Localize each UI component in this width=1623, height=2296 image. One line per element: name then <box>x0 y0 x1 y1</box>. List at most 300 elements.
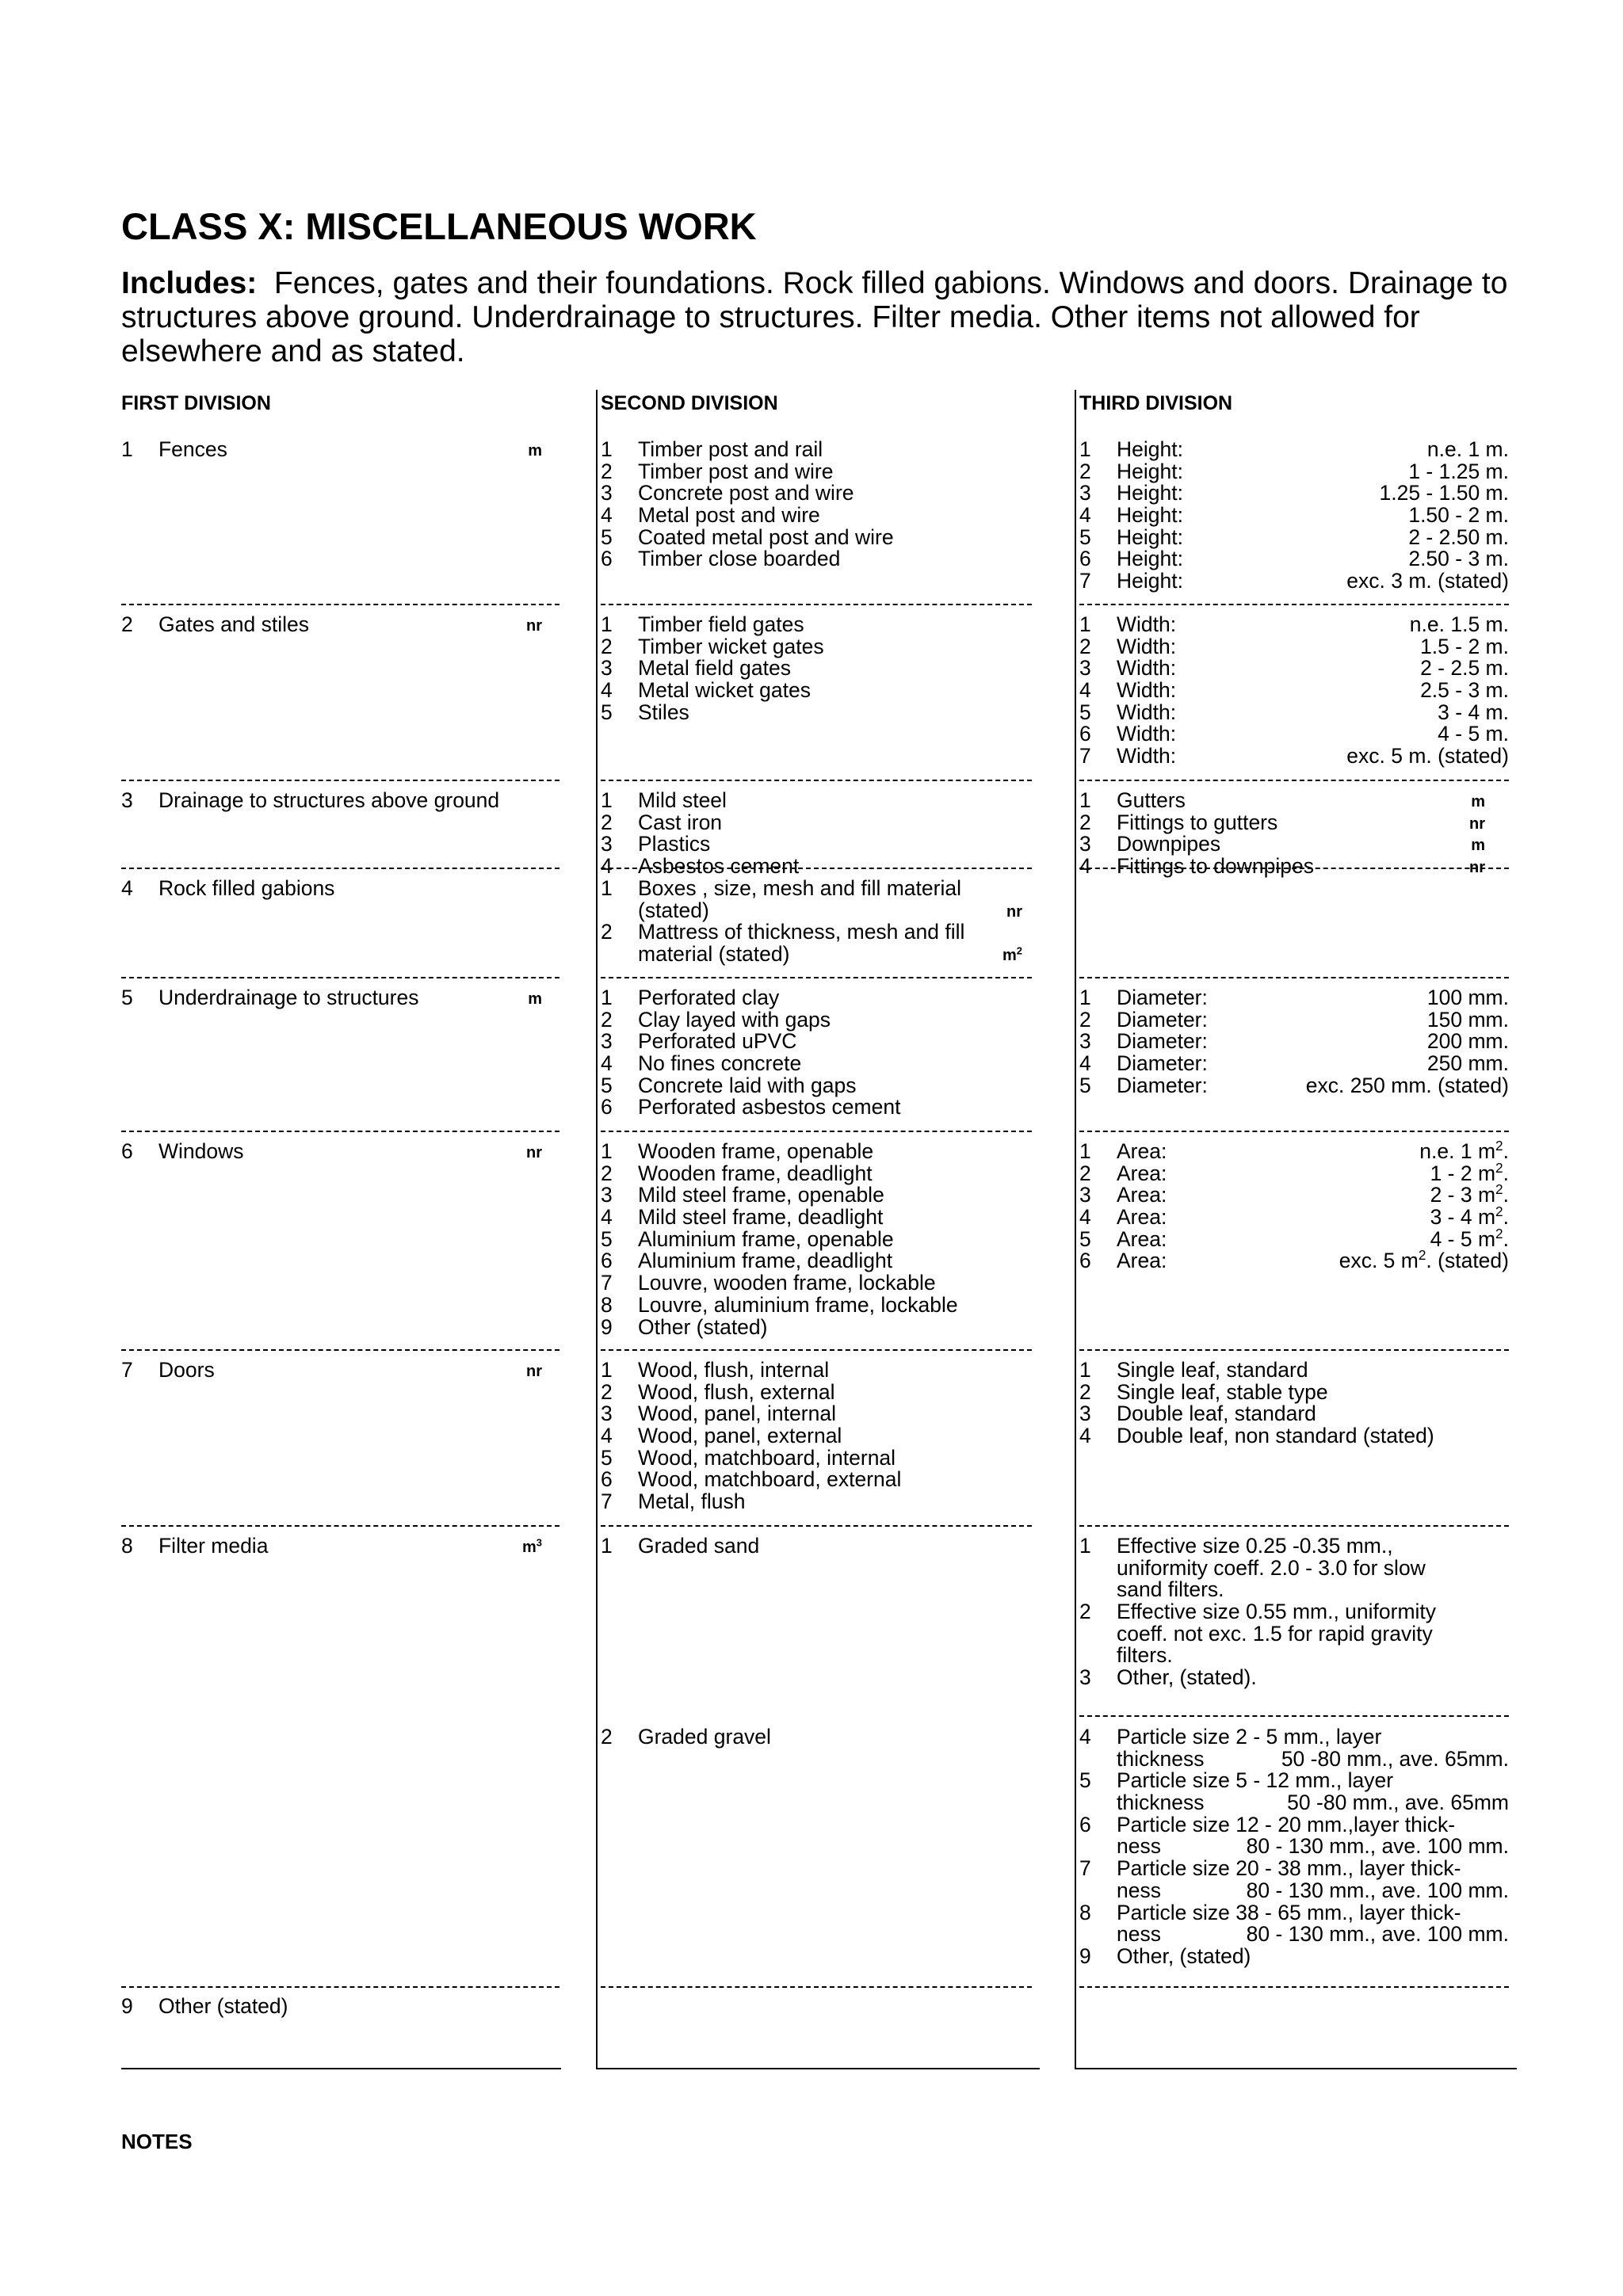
item-range: 50 -80 mm., ave. 65mm. <box>1281 1746 1509 1771</box>
item-range: 80 - 130 mm., ave. 100 mm. <box>1246 1834 1509 1859</box>
item-number: 2 <box>601 1725 613 1749</box>
includes-text: Fences, gates and their foundations. Rock filled gabions. Windows and doors. Drainage to structures above ground. Underdrainage to structures. Filter media. Other items not allowed for elsewhere and as stated. <box>121 266 1508 368</box>
item-number: 5 <box>1079 1768 1091 1793</box>
list-row <box>1079 856 1517 878</box>
item-text: (stated) <box>638 898 709 922</box>
list-row <box>601 1491 1040 1513</box>
first-division-item: Filter media <box>158 1534 269 1558</box>
item-text: Wood, panel, external <box>638 1424 842 1448</box>
item-text: Concrete laid with gaps <box>638 1073 857 1097</box>
list-row <box>1079 1181 1517 1207</box>
item-text: Height: <box>1117 459 1183 483</box>
list-row <box>601 1031 1040 1053</box>
item-number: 7 <box>121 1358 133 1382</box>
item-text: material (stated) <box>638 942 790 967</box>
list-row <box>601 461 1040 483</box>
list-row <box>1079 524 1517 549</box>
list-row <box>601 1535 1040 1558</box>
list-row <box>1079 505 1517 527</box>
section-block <box>598 614 1040 723</box>
list-row <box>601 1184 1040 1207</box>
item-number: 4 <box>601 1205 613 1230</box>
item-text: Wooden frame, deadlight <box>638 1161 873 1185</box>
item-range: 2 - 3 $m^2$. <box>1430 1181 1509 1207</box>
section-block <box>598 878 1040 966</box>
list-row <box>601 900 1040 922</box>
item-range: exc. 5 $m^2$. (stated) <box>1338 1247 1509 1273</box>
item-text: Fittings to gutters <box>1117 810 1278 834</box>
list-row <box>1079 1379 1517 1404</box>
section-block <box>121 1360 559 1382</box>
list-row <box>601 1726 1040 1749</box>
list-row <box>1079 1601 1517 1623</box>
item-number: 2 <box>601 634 613 658</box>
section-block <box>121 614 559 636</box>
list-row <box>601 1292 1040 1317</box>
list-row <box>601 944 1040 966</box>
item-number: 1 <box>1079 986 1091 1009</box>
list-row <box>601 921 1040 944</box>
list-row <box>1079 1880 1517 1902</box>
item-number: 3 <box>601 481 613 505</box>
item-number: 5 <box>1079 700 1091 724</box>
list-row <box>601 658 1040 680</box>
list-row <box>1079 1053 1517 1075</box>
item-number: 9 <box>121 1994 133 2018</box>
dashed-separator <box>601 868 1032 869</box>
list-row <box>1079 702 1517 724</box>
item-number: 1 <box>601 437 613 461</box>
list-row <box>1079 1746 1517 1771</box>
includes-paragraph <box>121 266 1516 368</box>
item-number: 4 <box>601 503 613 528</box>
item-text: Width: <box>1117 612 1177 636</box>
section-block <box>121 439 559 461</box>
table-bottom-rule <box>121 2068 561 2069</box>
list-row <box>121 1360 559 1382</box>
list-row <box>601 1447 1040 1470</box>
item-number: 3 <box>601 1402 613 1426</box>
item-range: 1.50 - 2 m. <box>1408 503 1509 528</box>
list-row <box>601 505 1040 527</box>
section-block <box>598 1360 1040 1513</box>
section-block <box>598 987 1040 1119</box>
item-range: 80 - 130 mm., ave. 100 mm. <box>1246 1922 1509 1947</box>
item-number: 4 <box>1079 1205 1091 1230</box>
list-row <box>121 1996 559 2018</box>
item-range: 1 - 1.25 m. <box>1408 459 1509 483</box>
item-text: Louvre, wooden frame, lockable <box>638 1271 936 1295</box>
list-row <box>601 524 1040 549</box>
list-row <box>121 1141 559 1163</box>
list-row <box>1079 1667 1517 1689</box>
item-text: Single leaf, stable type <box>1117 1379 1328 1404</box>
item-text: Concrete post and wire <box>638 481 854 505</box>
item-range: 200 mm. <box>1426 1029 1509 1054</box>
list-row <box>1079 1814 1517 1836</box>
first-division-item: Rock filled gabions <box>158 876 335 900</box>
list-row <box>601 1403 1040 1425</box>
unit-label: m <box>528 442 542 460</box>
item-number: 3 <box>121 788 133 812</box>
unit-label: nr <box>1469 814 1485 833</box>
item-number: 1 <box>601 1534 613 1558</box>
item-text: Area: <box>1117 1183 1167 1207</box>
item-text: Timber post and wire <box>638 459 834 483</box>
item-text: Timber field gates <box>638 612 804 636</box>
list-row <box>1079 812 1517 834</box>
list-row <box>601 1379 1040 1404</box>
item-number: 2 <box>1079 1379 1091 1404</box>
item-range: 3 - 4 $m^2$. <box>1430 1203 1509 1230</box>
item-text: Particle size 5 - 12 mm., layer <box>1117 1768 1394 1793</box>
list-row <box>121 614 559 636</box>
item-number: 3 <box>1079 1183 1091 1207</box>
section-block <box>598 1535 1040 1558</box>
second-division-column <box>596 390 1040 2069</box>
item-number: 6 <box>601 547 613 571</box>
item-number: 2 <box>1079 1600 1091 1624</box>
item-text: Area: <box>1117 1205 1167 1230</box>
item-number: 1 <box>601 1139 613 1163</box>
item-text: Metal, flush <box>638 1489 746 1514</box>
first-division-item: Drainage to structures above ground <box>158 788 500 812</box>
list-row <box>121 439 559 461</box>
item-number: 6 <box>1079 547 1091 571</box>
first-division-header: FIRST DIVISION <box>121 392 271 414</box>
section-block <box>1076 614 1517 768</box>
list-row <box>1079 482 1517 505</box>
item-range: 4 - 5 m. <box>1438 722 1509 746</box>
item-text: ness <box>1117 1878 1161 1902</box>
unit-label: nr <box>526 1144 542 1161</box>
item-text: Wood, matchboard, internal <box>638 1445 896 1470</box>
list-row <box>601 1075 1040 1097</box>
item-number: 2 <box>601 810 613 834</box>
item-number: 9 <box>601 1314 613 1339</box>
item-number: 6 <box>601 1249 613 1273</box>
item-text: No fines concrete <box>638 1051 802 1076</box>
item-text: Perforated asbestos cement <box>638 1095 901 1119</box>
list-row <box>601 636 1040 658</box>
list-row <box>1079 1770 1517 1792</box>
table-bottom-rule <box>1075 2068 1517 2069</box>
item-number: 4 <box>1079 1051 1091 1076</box>
section-block <box>121 878 559 900</box>
item-number: 7 <box>1079 744 1091 769</box>
dashed-separator <box>601 1349 1032 1351</box>
item-range: exc. 3 m. (stated) <box>1346 569 1509 593</box>
list-row <box>1079 439 1517 461</box>
item-text: Fittings to downpipes <box>1117 854 1314 879</box>
list-row <box>601 987 1040 1009</box>
list-row <box>601 1141 1040 1163</box>
item-number: 6 <box>601 1095 613 1119</box>
unit-label: m <box>1471 837 1485 855</box>
item-number: 1 <box>601 876 613 900</box>
item-range: n.e. 1.5 m. <box>1409 612 1509 636</box>
item-number: 8 <box>121 1534 133 1558</box>
item-text: thickness <box>1117 1746 1205 1771</box>
list-row <box>1079 1075 1517 1097</box>
item-text: Perforated uPVC <box>638 1029 797 1054</box>
item-text: Plastics <box>638 832 711 856</box>
item-text: Width: <box>1117 634 1177 658</box>
item-text: Width: <box>1117 744 1177 769</box>
section-block <box>1076 1726 1517 1968</box>
item-text: Area: <box>1117 1226 1167 1251</box>
item-number: 1 <box>1079 437 1091 461</box>
list-row <box>601 1272 1040 1295</box>
item-text: Double leaf, standard <box>1117 1402 1316 1426</box>
first-division-item: Gates and stiles <box>158 612 310 636</box>
item-number: 5 <box>1079 524 1091 549</box>
dashed-separator <box>601 604 1032 605</box>
item-text: Height: <box>1117 524 1183 549</box>
item-number: 1 <box>601 986 613 1009</box>
list-row <box>1079 1009 1517 1032</box>
item-range: 1.25 - 1.50 m. <box>1379 481 1509 505</box>
item-text: Height: <box>1117 481 1183 505</box>
item-text: Diameter: <box>1117 1029 1208 1054</box>
first-division-item: Underdrainage to structures <box>158 986 419 1009</box>
list-row <box>601 1360 1040 1382</box>
item-range: exc. 250 mm. (stated) <box>1305 1073 1509 1097</box>
list-row <box>601 790 1040 812</box>
item-range: 2.5 - 3 m. <box>1420 678 1509 703</box>
item-text: Aluminium frame, deadlight <box>638 1249 893 1273</box>
item-text: Mild steel frame, openable <box>638 1183 884 1207</box>
unit-label: nr <box>1006 902 1022 921</box>
list-row <box>121 1535 559 1558</box>
dashed-separator <box>1079 868 1509 869</box>
item-range: 2 - 2.50 m. <box>1408 524 1509 549</box>
unit-label: m <box>528 990 542 1008</box>
item-text: Downpipes <box>1117 832 1221 856</box>
unit-label: nr <box>526 1363 542 1380</box>
item-text: Mattress of thickness, mesh and fill <box>638 920 965 944</box>
dashed-separator <box>1079 780 1509 781</box>
list-row <box>1079 1425 1517 1447</box>
item-number: 1 <box>1079 1358 1091 1382</box>
item-range: 250 mm. <box>1426 1051 1509 1076</box>
item-text: Graded gravel <box>638 1725 771 1749</box>
item-text: Timber close boarded <box>638 547 841 571</box>
second-division-header: SECOND DIVISION <box>601 392 778 414</box>
item-text: Boxes , size, mesh and fill material <box>638 876 961 900</box>
item-text: Width: <box>1117 722 1177 746</box>
list-row <box>1079 548 1517 570</box>
list-row <box>1079 987 1517 1009</box>
third-division-column <box>1075 390 1517 2069</box>
list-row <box>1079 1203 1517 1230</box>
item-text: Coated metal post and wire <box>638 524 894 549</box>
list-row <box>1079 790 1517 812</box>
list-row <box>1079 1159 1517 1185</box>
list-row <box>601 439 1040 461</box>
list-row <box>1079 1360 1517 1382</box>
item-text: Other (stated) <box>638 1314 768 1339</box>
item-range: 3 - 4 m. <box>1438 700 1509 724</box>
item-number: 8 <box>601 1292 613 1317</box>
list-row <box>1079 1943 1517 1968</box>
dashed-separator <box>121 868 559 869</box>
section-block <box>1076 1138 1517 1273</box>
item-text: Height: <box>1117 569 1183 593</box>
item-text: Width: <box>1117 678 1177 703</box>
item-number: 6 <box>1079 722 1091 746</box>
item-text: Timber post and rail <box>638 437 823 461</box>
item-text: Wooden frame, openable <box>638 1139 874 1163</box>
item-text: filters. <box>1117 1643 1173 1668</box>
list-row <box>1079 1726 1517 1749</box>
item-text: Double leaf, non standard (stated) <box>1117 1424 1434 1448</box>
dashed-separator <box>121 1525 559 1527</box>
dashed-separator <box>121 1131 559 1132</box>
list-row <box>1079 833 1517 856</box>
item-text: Diameter: <box>1117 1007 1208 1032</box>
item-number: 9 <box>1079 1943 1091 1968</box>
list-row <box>1079 1623 1517 1646</box>
dashed-separator <box>601 1131 1032 1132</box>
section-block <box>1076 1535 1517 1689</box>
item-text: Aluminium frame, openable <box>638 1226 894 1251</box>
item-range: exc. 5 m. (stated) <box>1346 744 1509 769</box>
item-number: 2 <box>601 459 613 483</box>
list-row <box>601 1226 1040 1251</box>
section-block <box>598 1726 1040 1749</box>
list-row <box>601 482 1040 505</box>
list-row <box>1079 1138 1517 1163</box>
list-row <box>601 702 1040 724</box>
item-text: Height: <box>1117 503 1183 528</box>
list-row <box>121 987 559 1009</box>
list-row <box>1079 1555 1517 1580</box>
item-number: 3 <box>1079 832 1091 856</box>
notes-heading: NOTES <box>121 2130 193 2153</box>
item-text: coeff. not exc. 1.5 for rapid gravity <box>1117 1621 1433 1646</box>
section-block <box>121 987 559 1009</box>
item-range: 1.5 - 2 m. <box>1420 634 1509 658</box>
item-text: thickness <box>1117 1791 1205 1815</box>
item-number: 3 <box>1079 481 1091 505</box>
item-number: 2 <box>121 612 133 636</box>
list-row <box>1079 636 1517 658</box>
item-text: Louvre, aluminium frame, lockable <box>638 1292 958 1317</box>
item-number: 4 <box>601 854 613 879</box>
item-text: Width: <box>1117 656 1177 681</box>
dashed-separator <box>121 1349 559 1351</box>
item-number: 4 <box>121 876 133 900</box>
item-number: 6 <box>601 1467 613 1492</box>
third-division-header: THIRD DIVISION <box>1079 392 1233 414</box>
list-row <box>601 1314 1040 1339</box>
item-text: Mild steel <box>638 788 727 812</box>
item-number: 3 <box>1079 1665 1091 1690</box>
item-number: 6 <box>1079 1249 1091 1273</box>
list-row <box>1079 1579 1517 1601</box>
dashed-separator <box>1079 1349 1509 1351</box>
item-range: 1 - 2 $m^2$. <box>1430 1159 1509 1185</box>
item-number: 5 <box>121 986 133 1009</box>
dashed-separator <box>1079 977 1509 978</box>
list-row <box>601 1425 1040 1447</box>
item-text: Particle size 12 - 20 mm.,layer thick- <box>1117 1812 1456 1836</box>
list-row <box>1079 680 1517 702</box>
item-text: Cast iron <box>638 810 723 834</box>
section-block <box>1076 439 1517 593</box>
item-text: Other, (stated). <box>1117 1665 1257 1690</box>
item-number: 4 <box>601 1051 613 1076</box>
item-text: Clay layed with gaps <box>638 1007 831 1032</box>
section-block <box>1076 790 1517 878</box>
list-row <box>1079 1836 1517 1858</box>
first-division-item: Fences <box>158 437 227 461</box>
item-number: 1 <box>121 437 133 461</box>
item-number: 7 <box>1079 1856 1091 1881</box>
item-number: 1 <box>1079 612 1091 636</box>
item-number: 3 <box>1079 1029 1091 1054</box>
item-number: 2 <box>601 1161 613 1185</box>
item-text: Width: <box>1117 700 1177 724</box>
item-number: 2 <box>601 1007 613 1032</box>
item-text: Particle size 20 - 38 mm., layer thick- <box>1117 1856 1461 1881</box>
item-number: 6 <box>1079 1812 1091 1836</box>
item-number: 8 <box>1079 1900 1091 1924</box>
list-row <box>601 680 1040 702</box>
list-row <box>1079 461 1517 483</box>
item-number: 3 <box>601 656 613 681</box>
item-text: Gutters <box>1117 788 1186 812</box>
section-block <box>598 439 1040 570</box>
list-row <box>601 1097 1040 1119</box>
list-row <box>601 548 1040 570</box>
table-bottom-rule <box>596 2068 1040 2069</box>
list-row <box>1079 570 1517 593</box>
item-text: Asbestos cement <box>638 854 800 879</box>
list-row <box>601 614 1040 636</box>
item-number: 1 <box>601 788 613 812</box>
item-range: 100 mm. <box>1426 986 1509 1009</box>
dashed-separator <box>121 780 559 781</box>
dashed-separator <box>601 780 1032 781</box>
item-number: 5 <box>1079 1226 1091 1251</box>
item-text: Particle size 38 - 65 mm., layer thick- <box>1117 1900 1461 1924</box>
item-number: 4 <box>1079 854 1091 879</box>
item-text: Graded sand <box>638 1534 760 1558</box>
list-row <box>1079 1902 1517 1924</box>
section-block <box>121 1141 559 1163</box>
item-number: 2 <box>1079 1007 1091 1032</box>
list-row <box>601 1163 1040 1185</box>
section-block <box>598 1141 1040 1338</box>
item-text: Stiles <box>638 700 689 724</box>
item-number: 1 <box>1079 1139 1091 1163</box>
item-text: Effective size 0.25 -0.35 mm., <box>1117 1534 1393 1558</box>
first-division-column <box>121 390 559 2069</box>
item-text: Single leaf, standard <box>1117 1358 1308 1382</box>
list-row <box>1079 1247 1517 1273</box>
item-number: 7 <box>601 1489 613 1514</box>
item-text: Wood, flush, internal <box>638 1358 830 1382</box>
list-row <box>601 1207 1040 1229</box>
dashed-separator <box>121 977 559 978</box>
item-text: Metal wicket gates <box>638 678 811 703</box>
dashed-separator <box>1079 1986 1509 1988</box>
list-row <box>121 790 559 812</box>
item-text: sand filters. <box>1117 1577 1224 1602</box>
item-text: Metal field gates <box>638 656 791 681</box>
